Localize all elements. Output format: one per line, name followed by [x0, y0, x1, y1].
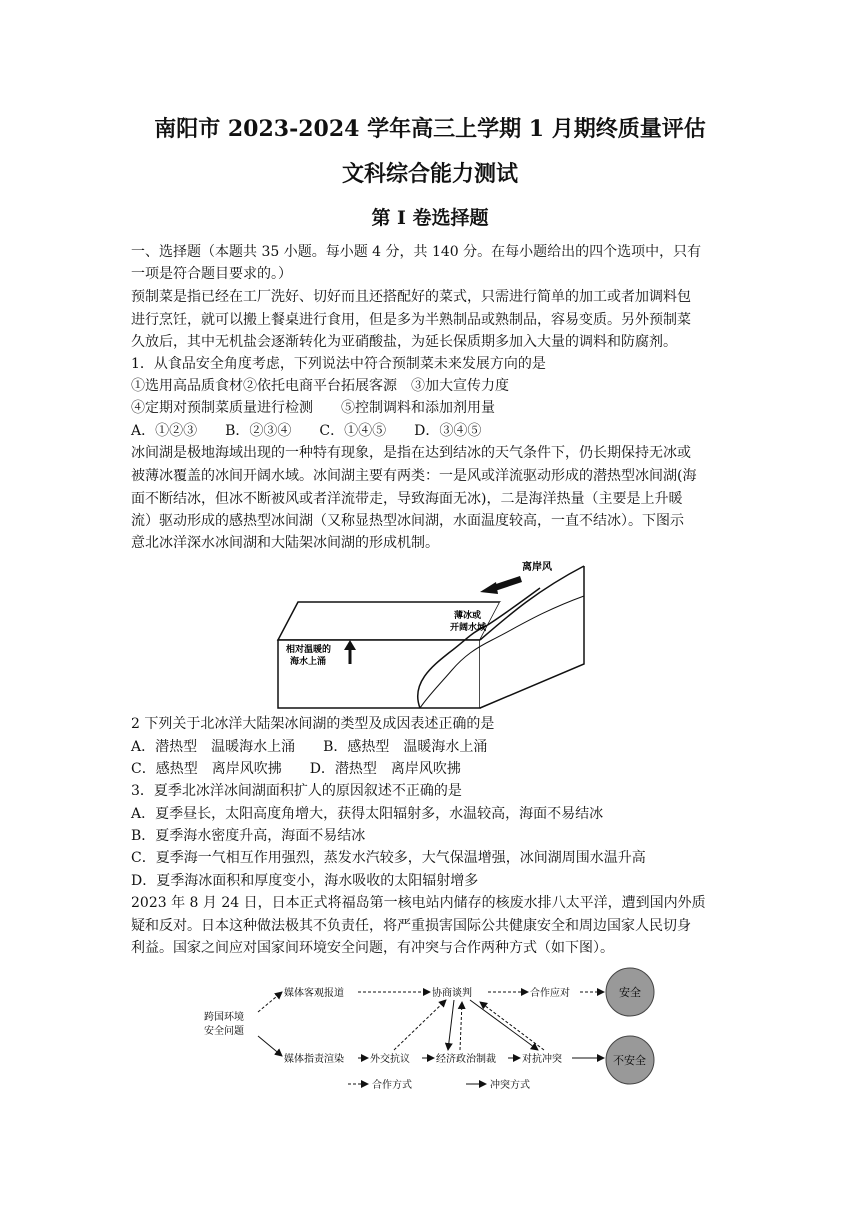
question-1: 1．从食品安全角度考虑，下列说法中符合预制菜未来发展方向的是: [131, 356, 546, 372]
text-line: 冰间湖是极地海域出现的一种特有现象，是指在达到结冰的天气条件下，仍长期保持无冰或: [131, 445, 691, 461]
text-line: 疑和反对。日本这种做法极其不负责任，将严重损害国际公共健康安全和周边国家人民切身: [131, 918, 691, 934]
text-line: 预制菜是指已经在工厂洗好、切好而且还搭配好的菜式，只需进行简单的加工或者加调料包: [131, 289, 691, 305]
text-line: 2023 年 8 月 24 日，日本正式将福岛第一核电站内储存的核废水排八太平洋，遭到国内外质: [131, 895, 706, 911]
water-label-1: 薄冰或: [454, 611, 482, 621]
upwelling-label-1: 相对温暖的: [286, 645, 332, 655]
question-2: 2 下列关于北冰洋大陆架冰间湖的类型及成因表述正确的是: [131, 716, 495, 732]
sanction-label: 经济政治制裁: [436, 1054, 496, 1065]
source-label-2: 安全问题: [204, 1026, 244, 1037]
text-line: 流）驱动形成的感热型冰间湖（又称显热型冰间湖，水面温度较高，一直不结冰）。下图示: [131, 513, 684, 529]
answer-choices: A．①②③ B．②③④ C．①④⑤ D．③④⑤: [131, 423, 482, 439]
text-line: 久放后，其中无机盐会逐渐转化为亚硝酸盐，为延长保质期多加入大量的调料和防腐剂。: [131, 334, 677, 350]
answer-choice: A．夏季昼长，太阳高度角增大，获得太阳辐射多，水温较高，海面不易结冰: [131, 806, 604, 822]
answer-choices: C．感热型 离岸风吹拂 D．潜热型 离岸风吹拂: [131, 761, 461, 777]
text-line: 进行烹饪，就可以搬上餐桌进行食用，但是多为半熟制品或熟制品，容易变质。另外预制菜: [131, 312, 691, 328]
question-3: 3．夏季北冰洋冰间湖面积扩人的原因叙述不正确的是: [131, 783, 462, 799]
section-heading: 第 I 卷选择题: [371, 207, 489, 229]
media-report-label: 媒体客观报道: [284, 988, 344, 999]
text-line: 利益。国家之间应对国家间环境安全问题，有冲突与合作两种方式（如下图）。: [131, 940, 614, 956]
polynya-diagram: [270, 560, 590, 712]
unsafe-label: 不安全: [613, 1054, 646, 1067]
text-line: 一、选择题（本题共 35 小题。每小题 4 分，共 140 分。在每小题给出的四个选项中，只有: [131, 244, 702, 260]
exam-title: 南阳市 2023-2024 学年高三上学期 1 月期终质量评估: [154, 116, 706, 142]
environment-security-flow-diagram: [198, 966, 662, 1096]
upwelling-label-2: 海水上涌: [290, 657, 327, 667]
conflict-label: 对抗冲突: [522, 1054, 562, 1065]
answer-choice: B．夏季海水密度升高，海面不易结冰: [131, 828, 366, 844]
question-option: ④定期对预制菜质量进行检测 ⑤控制调料和添加剂用量: [131, 400, 495, 416]
answer-choices: A．潜热型 温暖海水上涌 B．感热型 温暖海水上涌: [131, 739, 488, 755]
answer-choice: C．夏季海一气相互作用强烈，蒸发水汽较多，大气保温增强，冰间湖周围水温升高: [131, 850, 646, 866]
text-line: 一项是符合题目要求的。）: [131, 266, 292, 282]
text-line: 被薄冰覆盖的冰间开阔水域。冰间湖主要有两类：一是风或洋流驱动形成的潜热型冰间湖(海: [131, 468, 697, 484]
source-label-1: 跨国环境: [204, 1012, 244, 1023]
wind-label: 离岸风: [522, 562, 552, 573]
exam-subtitle: 文科综合能力测试: [341, 161, 518, 187]
safe-label: 安全: [619, 986, 641, 999]
text-line: 意北冰洋深水冰间湖和大陆架冰间湖的形成机制。: [131, 535, 439, 551]
cooperation-label: 合作应对: [530, 988, 570, 999]
negotiation-label: 协商谈判: [432, 988, 472, 999]
text-line: 面不断结冰，但冰不断被风或者洋流带走，导致海面无冰)，二是海洋热量（主要是上升暖: [131, 491, 683, 507]
answer-choice: D．夏季海冰面积和厚度变小，海水吸收的太阳辐射增多: [131, 873, 479, 889]
question-option: ①选用高品质食材②依托电商平台拓展客源 ③加大宣传力度: [131, 378, 509, 394]
media-blame-label: 媒体指责渲染: [284, 1054, 344, 1065]
legend-coop-label: 合作方式: [372, 1080, 412, 1091]
legend-conflict-label: 冲突方式: [490, 1080, 530, 1091]
diplomatic-label: 外交抗议: [370, 1054, 410, 1065]
water-label-2: 开阔水域: [450, 623, 487, 633]
